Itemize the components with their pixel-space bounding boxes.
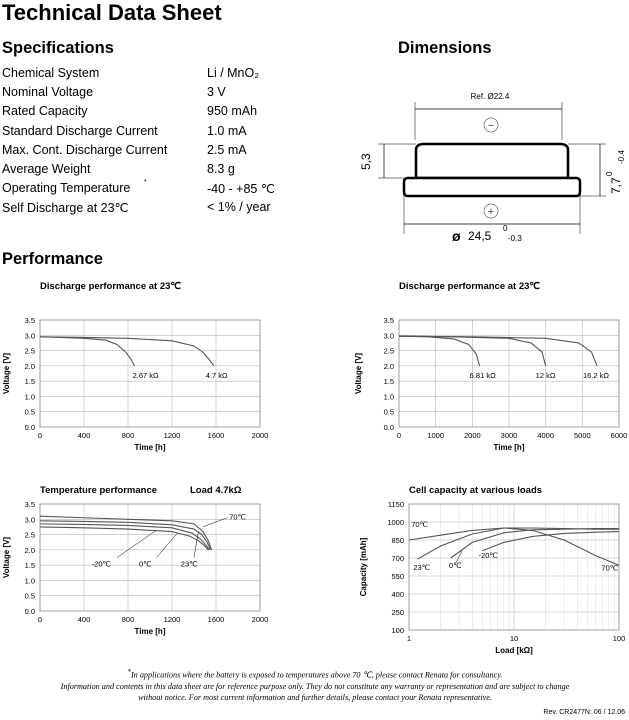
chart-discharge-right [352,276,629,466]
spec-label: Operating Temperature [2,181,131,196]
y-tick-label: 2.0 [383,361,394,371]
x-tick-label: 400 [77,615,91,624]
y-tick-label: 1.0 [24,392,35,402]
series-annotation: 2.67 kΩ [132,370,159,380]
y-tick-label: 3.5 [24,316,35,325]
total-height-label: 7,7 [609,177,623,194]
y-tick-label: 250 [391,608,404,617]
chart-title: Discharge performance at 23℃ [40,281,182,292]
y-tick-label: 100 [391,626,404,635]
y-tick-label: 1150 [387,500,404,509]
spec-label: Average Weight [2,162,91,176]
y-tick-label: 1.5 [383,377,394,387]
x-tick-label: 2000 [251,431,269,440]
spec-value: Li / MnO₂ [207,66,260,80]
x-tick-label: 4000 [537,431,555,440]
y-tick-label: 0.0 [383,423,394,432]
ref-diameter-label: Ref. Ø22.4 [470,92,510,101]
y-tick-label: 1.0 [383,392,394,402]
y-tick-label: 1000 [387,518,404,527]
diameter-tol-lower: -0.3 [508,234,522,243]
series-annotation: 70℃ [229,512,246,522]
y-tick-label: 0.0 [24,423,35,432]
y-tick-label: 1.0 [24,576,35,586]
y-tick-label: 2.5 [24,346,35,356]
spec-value: 8.3 g [207,162,235,176]
x-tick-label: 1200 [163,615,181,624]
y-tick-label: 850 [391,536,404,545]
x-tick-label: 1200 [163,431,181,440]
revision-label: Rev. CR2477N: 06 / 12.06 [543,709,625,716]
x-tick-label: 6000 [610,431,628,440]
spec-value: 950 mAh [207,104,258,119]
series-line [482,532,619,551]
diameter-symbol: ø [452,228,461,244]
x-tick-label: 1600 [207,615,225,624]
y-axis-label: Voltage [V] [2,536,11,579]
y-tick-label: 3.5 [24,500,35,509]
diameter-tol-upper: 0 [503,224,508,233]
x-tick-label: 0 [37,615,43,624]
y-tick-label: 550 [391,572,404,581]
series-annotation: 12 kΩ [535,370,556,380]
y-tick-label: 2.0 [24,545,35,555]
spec-label: Chemical System [2,66,100,80]
y-tick-label: 3.0 [24,331,35,341]
chart-temperature [0,480,270,665]
footer-note [4,667,626,703]
x-tick-label: 2000 [251,615,269,624]
x-tick-label: 3000 [500,431,518,440]
page-title: Technical Data Sheet [2,0,222,25]
series-line [40,337,214,366]
x-tick-label: 0 [396,431,402,440]
y-axis-label: Capacity [mAh] [359,537,368,597]
series-annotation: -20℃ [91,559,111,569]
annotation-leader [157,533,178,557]
series-annotation: 6.81 kΩ [469,370,496,380]
cap-height-label: 5,3 [359,153,373,170]
x-tick-label: 100 [612,634,626,643]
footer-line-2: Information and contents in this data sheet are for reference purpose only. They do not constitute any warranty or representation and are subject to change [60,681,570,691]
y-tick-label: 1.5 [24,561,35,571]
y-axis-label: Voltage [V] [2,352,11,395]
x-tick-label: 0 [37,431,43,440]
x-tick-label: 800 [121,431,135,440]
x-tick-label: 1 [406,634,412,643]
x-tick-label: 400 [77,431,91,440]
chart-subtitle: Load 4.7kΩ [190,485,242,496]
chart-capacity [352,480,629,665]
spec-label: Self Discharge at 23℃ [2,201,129,216]
performance-heading: Performance [2,250,103,268]
y-tick-label: 3.0 [24,515,35,525]
y-tick-label: 2.0 [24,361,35,371]
height-tol-upper: 0 [605,171,614,176]
series-line [399,336,480,366]
y-tick-label: 400 [391,590,404,599]
x-axis-label: Time [h] [134,627,166,636]
dimensions-heading: Dimensions [398,39,492,57]
chart-title: Cell capacity at various loads [409,485,543,496]
annotation-leader [117,531,156,558]
x-tick-label: 1600 [207,431,225,440]
battery-base [404,178,580,196]
y-tick-label: 0.5 [383,407,394,417]
x-axis-label: Load [kΩ] [495,646,533,655]
dimensions-drawing [340,84,629,254]
spec-value: 1.0 mA [207,123,247,138]
footer-line-3: without notice. For most current information and further details, please contact your Renata representative. [138,692,492,702]
svg-text:−: − [487,120,495,132]
spec-label: Nominal Voltage [2,85,94,100]
series-annotation: 4.7 kΩ [205,370,228,380]
y-tick-label: 0.5 [24,407,35,417]
series-line [399,336,597,366]
x-axis-label: Time [h] [134,443,166,452]
y-tick-label: 0.0 [24,607,35,616]
spec-value: -40 - +85 ℃ [207,182,275,197]
height-tol-lower: -0.4 [617,150,626,164]
spec-footnote-mark: * [144,179,147,187]
x-tick-label: 2000 [463,431,481,440]
y-tick-label: 1.5 [24,377,35,387]
series-annotation: 23℃ [180,559,198,569]
spec-label: Standard Discharge Current [2,123,158,138]
y-tick-label: 2.5 [24,530,35,540]
series-annotation: 0℃ [448,561,462,571]
x-axis-label: Time [h] [493,443,525,452]
series-line [40,337,135,366]
footer-line-1: In applications where the battery is exposed to temperatures above 70 ℃, please contact Renata for consultancy. [130,670,503,680]
series-annotation: 0℃ [139,559,152,569]
y-tick-label: 2.5 [383,346,394,356]
specifications-heading: Specifications [2,39,114,57]
y-tick-label: 3.0 [383,331,394,341]
y-axis-label: Voltage [V] [354,352,363,395]
series-annotation: 70℃ [601,563,619,573]
x-tick-label: 5000 [573,431,591,440]
x-tick-label: 800 [121,615,135,624]
x-tick-label: 1000 [427,431,445,440]
y-tick-label: 0.5 [24,591,35,601]
y-tick-label: 3.5 [383,316,394,325]
x-tick-label: 10 [509,634,519,643]
spec-value: < 1% / year [207,200,271,215]
spec-value: 2.5 mA [207,142,247,157]
series-annotation: 23℃ [413,563,431,572]
battery-cap [416,144,568,178]
diameter-label: 24,5 [468,229,492,243]
series-annotation: 16.2 kΩ [583,370,610,380]
spec-label: Rated Capacity [2,104,88,119]
series-annotation: 70℃ [411,519,428,529]
footnote-mark: * [127,669,131,676]
chart-discharge-left [0,276,270,466]
chart-title: Temperature performance [40,485,158,496]
spec-label: Max. Cont. Discharge Current [2,142,168,157]
y-tick-label: 700 [391,554,404,563]
series-annotation: -20℃ [478,551,498,560]
chart-title: Discharge performance at 23℃ [399,281,541,292]
spec-value: 3 V [207,85,226,100]
svg-text:+: + [487,206,495,218]
